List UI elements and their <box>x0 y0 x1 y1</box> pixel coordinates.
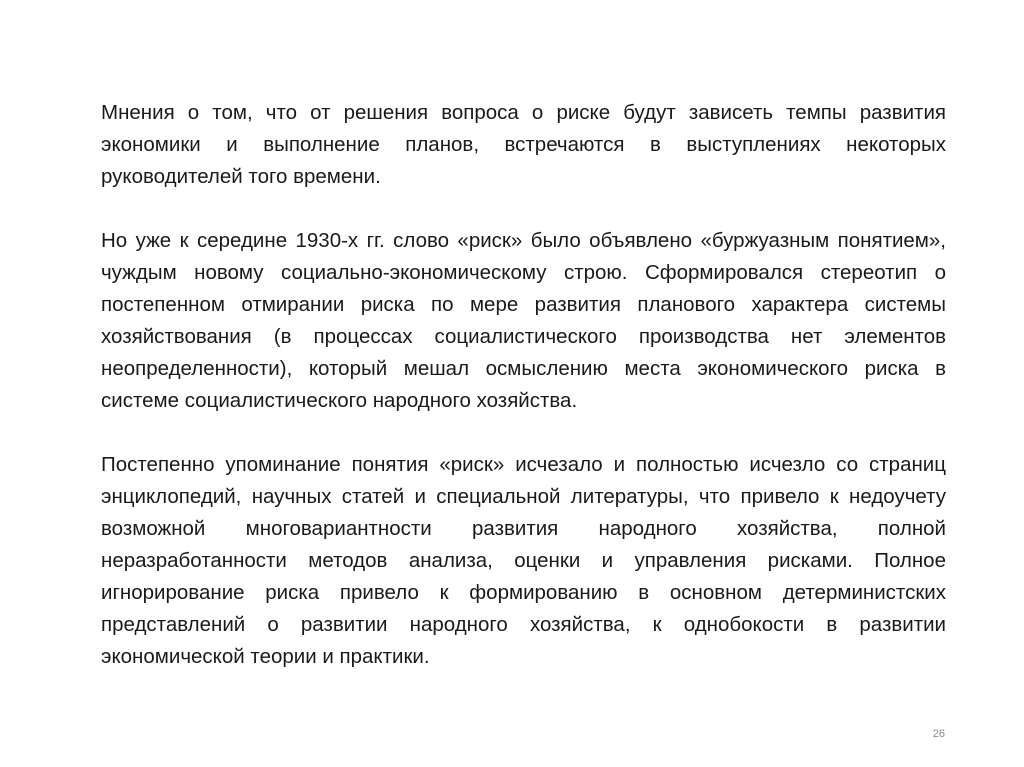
paragraph-risk-bourgeois-concept: Но уже к середине 1930-х гг. слово «риск» было объявлено «буржуазным понятием», чуждым новому социально-экономическому строю. Сформировался стереотип о постепенном отмирании риска по мере развития планового характера системы хозяйствования (в процессах социалистического производства нет элементов неопределенности), который мешал осмыслению места экономического риска в системе социалистического народного хозяйства. <box>101 229 946 412</box>
paragraph-risk-disappearance: Постепенно упоминание понятия «риск» исчезало и полностью исчезло со страниц энциклопедий, научных статей и специальной литературы, что привело к недоучету возможной многовариантности развития народного хозяйства, полной неразработанности методов анализа, оценки и управления рисками. Полное игнорирование риска привело к формированию в основном детерминистских представлений о развитии народного хозяйства, к однобокости в развитии экономической теории и практики. <box>101 453 946 668</box>
page-number: 26 <box>932 728 945 740</box>
paragraph-risk-opinions: Мнения о том, что от решения вопроса о риске будут зависеть темпы развития экономики и выполнение планов, встречаются в выступлениях некоторых руководителей того времени. <box>101 101 946 188</box>
slide-body <box>101 97 946 673</box>
